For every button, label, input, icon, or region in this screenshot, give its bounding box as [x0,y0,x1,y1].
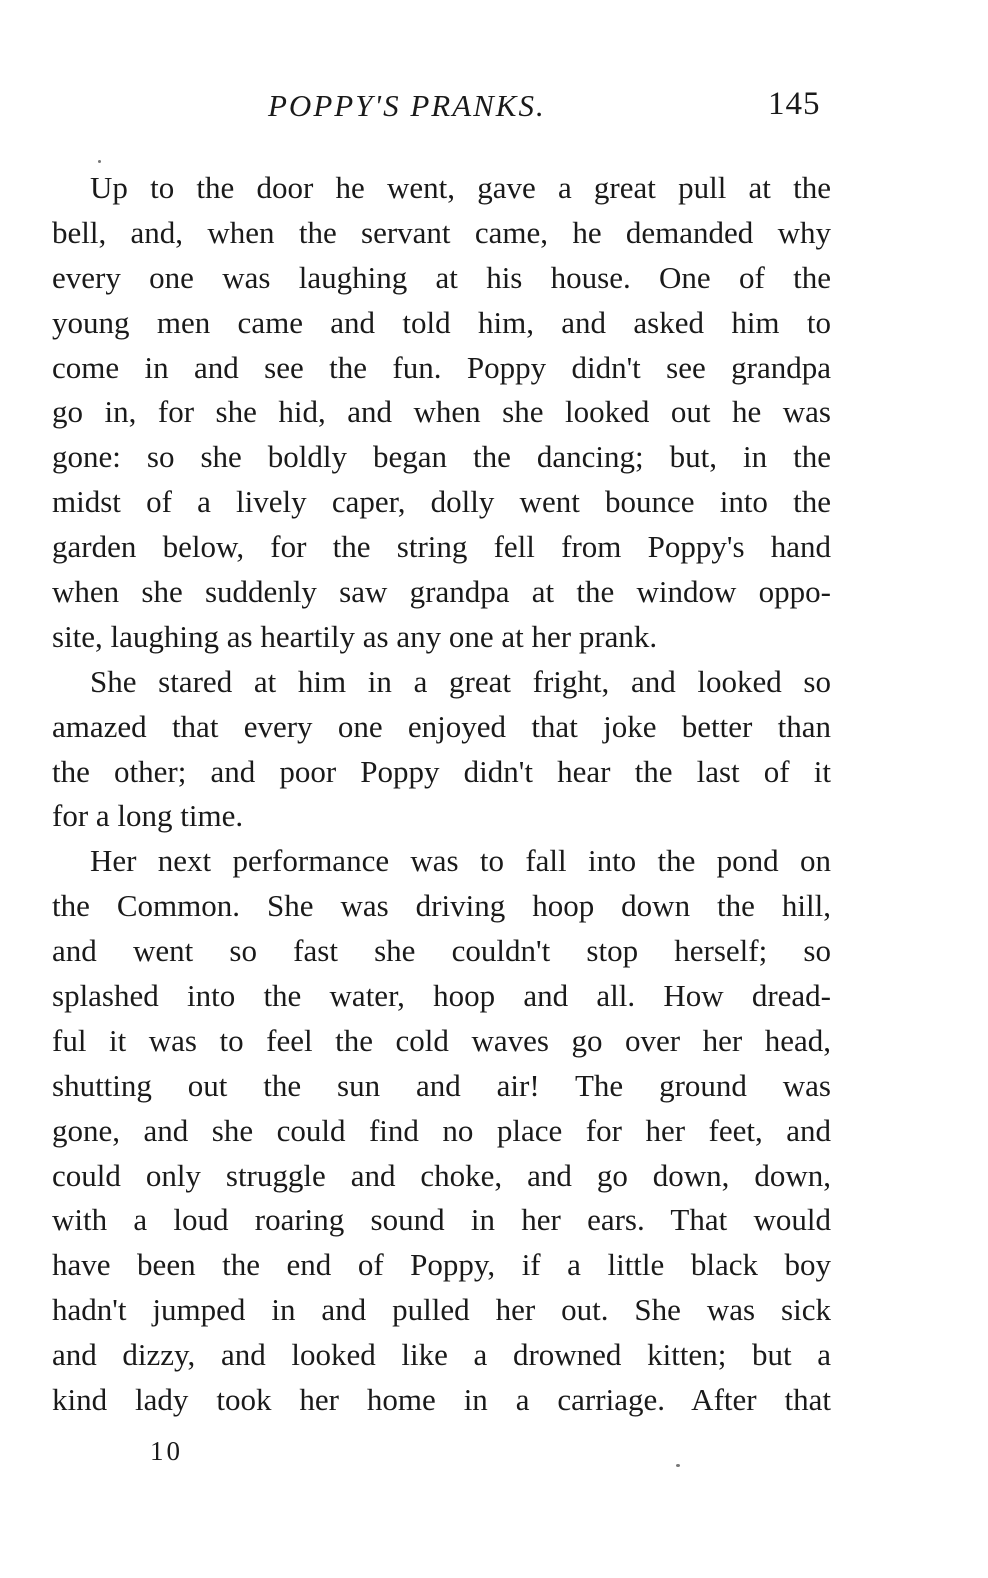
text-line: amazed that every one enjoyed that joke better than [52,708,831,744]
text-line: could only struggle and choke, and go down, down, [52,1157,831,1193]
signature-mark: 10 [150,1436,183,1466]
body-text [52,166,831,1423]
text-line: splashed into the water, hoop and all. How dread- [52,978,831,1014]
text-line: gone, and she could find no place for her feet, and [52,1112,831,1148]
page-number: 145 [768,86,821,122]
text-line: young men came and told him, and asked him to [52,304,831,340]
text-line: with a loud roaring sound in her ears. That would [52,1202,831,1238]
running-title: POPPY'S PRANKS. [268,88,546,123]
text-line: shutting out the sun and air! The ground was [52,1067,831,1103]
text-line: and dizzy, and looked like a drowned kitten; but a [52,1337,831,1373]
text-line: come in and see the fun. Poppy didn't see grandpa [52,349,831,385]
print-speck [676,1464,680,1467]
text-line: when she suddenly saw grandpa at the window oppo- [52,574,831,610]
text-line: the Common. She was driving hoop down the hill, [52,888,831,924]
text-line: for a long time. [52,798,244,834]
text-line: have been the end of Poppy, if a little black boy [52,1247,831,1283]
text-line: go in, for she hid, and when she looked out he was [52,394,831,430]
text-line: midst of a lively caper, dolly went bounce into the [52,484,831,520]
text-line: hadn't jumped in and pulled her out. She was sick [52,1292,831,1328]
text-line: kind lady took her home in a carriage. After that [52,1382,831,1418]
text-line: and went so fast she couldn't stop herself; so [52,933,831,969]
text-line: Her next performance was to fall into the pond on [90,843,831,879]
text-line: garden below, for the string fell from Poppy's hand [52,529,831,565]
text-line: Up to the door he went, gave a great pull at the [90,170,831,205]
text-line: She stared at him in a great fright, and looked so [90,663,831,699]
print-speck [98,160,101,163]
text-line: ful it was to feel the cold waves go over her head, [52,1022,831,1058]
text-line: gone: so she boldly began the dancing; but, in the [52,439,831,475]
text-line: bell, and, when the servant came, he demanded why [52,214,831,250]
text-line: the other; and poor Poppy didn't hear the last of it [52,753,831,789]
text-line: site, laughing as heartily as any one at her prank. [52,618,658,654]
text-line: every one was laughing at his house. One of the [52,259,831,295]
